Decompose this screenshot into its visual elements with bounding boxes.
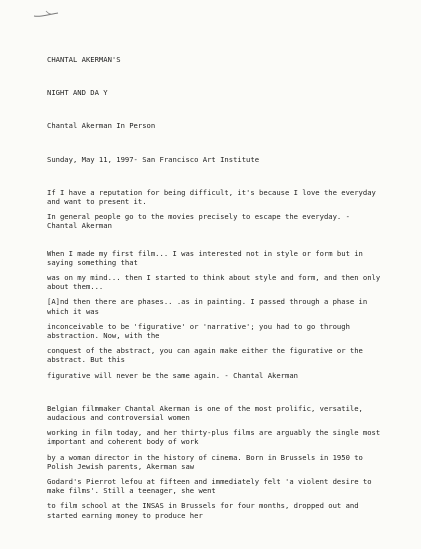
quote-paragraph-8: figurative will never be the same again. - Chantal Akerman [47,370,298,380]
event-line: Sunday, May 11, 1997- San Francisco Art Institute [47,154,260,164]
bio-paragraph-5: to film school at the INSAS in Brussels for four months, dropped out and started earning money to produce her [47,501,359,520]
quote-paragraph-3: When I made my first film... I was interested not in style or form but in saying something that [47,248,363,267]
bio-paragraph-3: by a woman director in the history of cinema. Born in Brussels in 1950 to Polish Jewish parents, Akerman saw [47,452,363,471]
document-body [47,55,382,520]
quote-paragraph-2: In general people go to the movies precisely to escape the everyday. - Chantal Akerman [47,212,350,231]
quote-paragraph-1: If I have a reputation for being difficult, it's because I love the everyday and want to present it. [47,187,376,207]
presenter-line: Chantal Akerman In Person [47,121,156,131]
pen-scribble-mark [33,9,59,19]
bio-paragraph-1: Belgian filmmaker Chantal Akerman is one of the most prolific, versatile, audacious and controversial women [47,403,363,423]
quote-paragraph-5: [A]nd then there are phases.. .as in painting. I passed through a phase in which it was [47,297,368,316]
quote-paragraph-4: was on my mind... then I started to think about style and form, and then only about them... [47,273,381,292]
bio-paragraph-2: working in film today, and her thirty-plus films are arguably the single most important and coherent body of work [47,428,381,447]
quote-paragraph-7: conquest of the abstract, you can again make either the figurative or the abstract. But this [47,346,363,365]
bio-paragraph-4: Godard's Pierrot lefou at fifteen and immediately felt 'a violent desire to make films'. Still a teenager, she went [47,477,372,496]
quote-paragraph-6: inconceivable to be 'figurative' or 'narrative'; you had to go through abstraction. Now, with the [47,321,350,341]
document-title: CHANTAL AKERMAN'S [47,55,121,64]
document-subtitle: NIGHT AND DA Y [47,88,108,98]
